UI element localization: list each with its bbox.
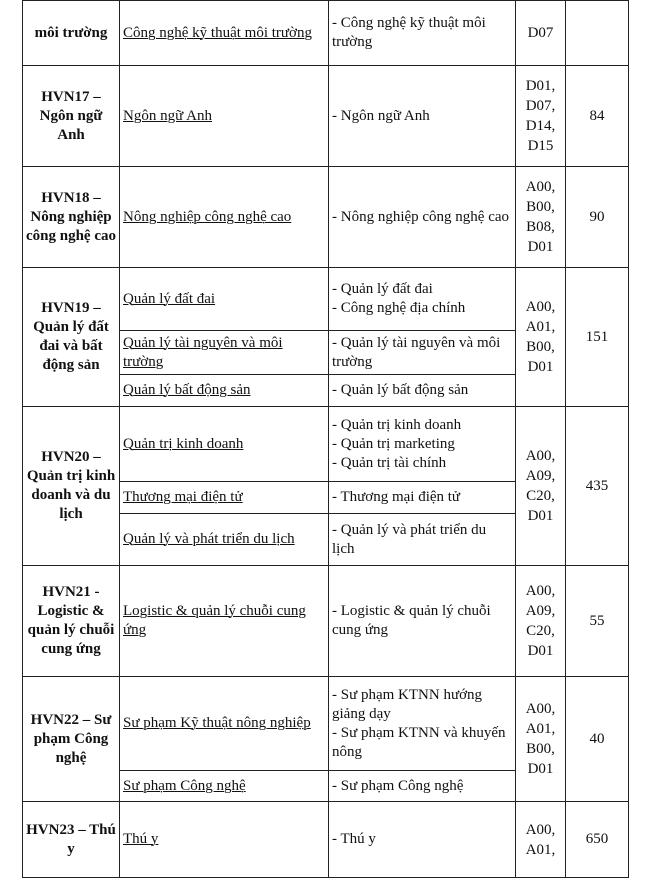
specialization-item: - Quản lý đất đai bbox=[332, 281, 433, 297]
subject-combo: D01 bbox=[527, 643, 554, 659]
specialization-cell bbox=[329, 802, 516, 878]
subject-combo: B08, bbox=[526, 219, 555, 235]
specialization-item: - Thú y bbox=[332, 831, 376, 847]
major-cell bbox=[120, 482, 329, 514]
subject-combo: D07 bbox=[527, 25, 554, 41]
subject-combo: A09, bbox=[525, 603, 556, 619]
program-group-cell: HVN18 – Nông nghiệp công nghệ cao bbox=[23, 167, 120, 268]
major-cell bbox=[120, 677, 329, 771]
subject-combo: A01, bbox=[525, 319, 556, 335]
specialization-item: - Sư phạm KTNN và khuyến nông bbox=[332, 724, 506, 760]
specialization-item: - Công nghệ địa chính bbox=[332, 300, 466, 316]
subject-combo: C20, bbox=[526, 488, 555, 504]
major-link[interactable]: Quản lý đất đai bbox=[123, 290, 216, 307]
subject-combos-cell bbox=[516, 566, 566, 677]
subject-combos-cell bbox=[516, 802, 566, 878]
specialization-cell bbox=[329, 66, 516, 167]
specialization-cell bbox=[329, 514, 516, 566]
table-row bbox=[23, 407, 629, 482]
table-body bbox=[23, 1, 629, 878]
program-group-cell: HVN17 – Ngôn ngữ Anh bbox=[23, 66, 120, 167]
subject-combo: D07, bbox=[525, 98, 556, 114]
major-link[interactable]: Quản trị kinh doanh bbox=[123, 435, 244, 452]
specialization-item: - Quản lý bất động sản bbox=[332, 382, 469, 398]
specialization-cell bbox=[329, 482, 516, 514]
specialization-item: - Quản trị marketing bbox=[332, 435, 455, 452]
quota-cell bbox=[566, 1, 629, 66]
subject-combos-cell bbox=[516, 66, 566, 167]
subject-combo: A00, bbox=[525, 299, 556, 315]
major-cell bbox=[120, 566, 329, 677]
subject-combo: D15 bbox=[527, 138, 554, 154]
subject-combo: B00, bbox=[526, 741, 555, 757]
quota-cell: 90 bbox=[566, 167, 629, 268]
major-link[interactable]: Ngôn ngữ Anh bbox=[123, 107, 212, 124]
specialization-cell bbox=[329, 677, 516, 771]
table-row bbox=[23, 167, 629, 268]
major-cell bbox=[120, 268, 329, 331]
program-group-cell: HVN19 – Quản lý đất đai và bất động sản bbox=[23, 268, 120, 407]
subject-combo: A01, bbox=[525, 721, 556, 737]
specialization-item: - Thương mại điện tử bbox=[332, 489, 461, 505]
major-link[interactable]: Quản lý tài nguyên và môi trường bbox=[123, 334, 283, 370]
subject-combo: B00, bbox=[526, 199, 555, 215]
specialization-cell bbox=[329, 407, 516, 482]
quota-cell: 55 bbox=[566, 566, 629, 677]
major-cell bbox=[120, 167, 329, 268]
table-row bbox=[23, 268, 629, 331]
specialization-cell bbox=[329, 566, 516, 677]
subject-combo: C20, bbox=[526, 623, 555, 639]
major-link[interactable]: Công nghệ kỹ thuật môi trường bbox=[123, 24, 312, 41]
program-group-cell: HVN23 – Thú y bbox=[23, 802, 120, 878]
quota-cell: 40 bbox=[566, 677, 629, 802]
table-row bbox=[23, 802, 629, 878]
specialization-item: - Sư phạm Công nghệ bbox=[332, 777, 464, 794]
specialization-item: - Nông nghiệp công nghệ cao bbox=[332, 208, 510, 225]
specialization-cell bbox=[329, 331, 516, 375]
major-cell bbox=[120, 514, 329, 566]
admission-table bbox=[22, 0, 629, 878]
subject-combos-cell bbox=[516, 268, 566, 407]
quota-cell: 650 bbox=[566, 802, 629, 878]
subject-combos-cell bbox=[516, 677, 566, 802]
subject-combo: A09, bbox=[525, 468, 556, 484]
major-cell bbox=[120, 375, 329, 407]
major-link[interactable]: Logistic & quản lý chuỗi cung ứng bbox=[123, 603, 306, 638]
major-link[interactable]: Sư phạm Công nghệ bbox=[123, 777, 246, 794]
major-cell bbox=[120, 771, 329, 802]
specialization-item: - Công nghệ kỹ thuật môi trường bbox=[332, 15, 486, 50]
subject-combo: D14, bbox=[525, 118, 556, 134]
subject-combo: A00, bbox=[525, 701, 556, 717]
table-row bbox=[23, 677, 629, 771]
major-cell bbox=[120, 407, 329, 482]
major-link[interactable]: Quản lý và phát triển du lịch bbox=[123, 531, 295, 547]
subject-combo: D01 bbox=[527, 761, 554, 777]
specialization-cell bbox=[329, 167, 516, 268]
subject-combo: D01 bbox=[527, 239, 554, 255]
subject-combo: A00, bbox=[525, 448, 556, 464]
specialization-item: - Quản lý và phát triển du lịch bbox=[332, 521, 487, 557]
specialization-item: - Quản trị kinh doanh bbox=[332, 416, 462, 433]
specialization-item: - Logistic & quản lý chuỗi cung ứng bbox=[332, 603, 491, 638]
subject-combo: A00, bbox=[525, 583, 556, 599]
program-group-cell: HVN20 – Quản trị kinh doanh và du lịch bbox=[23, 407, 120, 566]
major-cell bbox=[120, 1, 329, 66]
subject-combo: D01, bbox=[525, 78, 556, 94]
major-cell bbox=[120, 802, 329, 878]
specialization-item: - Quản lý tài nguyên và môi trường bbox=[332, 334, 501, 370]
program-group-cell: HVN22 – Sư phạm Công nghệ bbox=[23, 677, 120, 802]
specialization-item: - Quản trị tài chính bbox=[332, 454, 447, 471]
specialization-item: - Sư phạm KTNN hướng giảng dạy bbox=[332, 686, 483, 722]
major-cell bbox=[120, 66, 329, 167]
table-row bbox=[23, 1, 629, 66]
subject-combo: B00, bbox=[526, 339, 555, 355]
subject-combo: D01 bbox=[527, 508, 554, 524]
quota-cell: 84 bbox=[566, 66, 629, 167]
subject-combo: A00, bbox=[525, 821, 556, 838]
quota-cell: 435 bbox=[566, 407, 629, 566]
specialization-item: - Ngôn ngữ Anh bbox=[332, 107, 430, 124]
subject-combo: A01, bbox=[525, 841, 556, 858]
subject-combos-cell bbox=[516, 167, 566, 268]
subject-combos-cell bbox=[516, 407, 566, 566]
major-link[interactable]: Thương mại điện tử bbox=[123, 489, 243, 505]
major-link[interactable]: Thú y bbox=[123, 831, 159, 847]
major-link[interactable]: Sư phạm Kỹ thuật nông nghiệp bbox=[123, 715, 311, 731]
major-link[interactable]: Nông nghiệp công nghệ cao bbox=[123, 208, 292, 225]
subject-combo: A00, bbox=[525, 179, 556, 195]
major-link[interactable]: Quản lý bất động sản bbox=[123, 382, 251, 398]
table-row bbox=[23, 66, 629, 167]
specialization-cell bbox=[329, 1, 516, 66]
program-group-cell: HVN21 - Logistic & quản lý chuỗi cung ứng bbox=[23, 566, 120, 677]
subject-combo: D01 bbox=[527, 359, 554, 375]
program-group-cell: môi trường bbox=[23, 1, 120, 66]
specialization-cell bbox=[329, 375, 516, 407]
specialization-cell bbox=[329, 771, 516, 802]
subject-combos-cell bbox=[516, 1, 566, 66]
quota-cell: 151 bbox=[566, 268, 629, 407]
major-cell bbox=[120, 331, 329, 375]
table-row bbox=[23, 566, 629, 677]
specialization-cell bbox=[329, 268, 516, 331]
